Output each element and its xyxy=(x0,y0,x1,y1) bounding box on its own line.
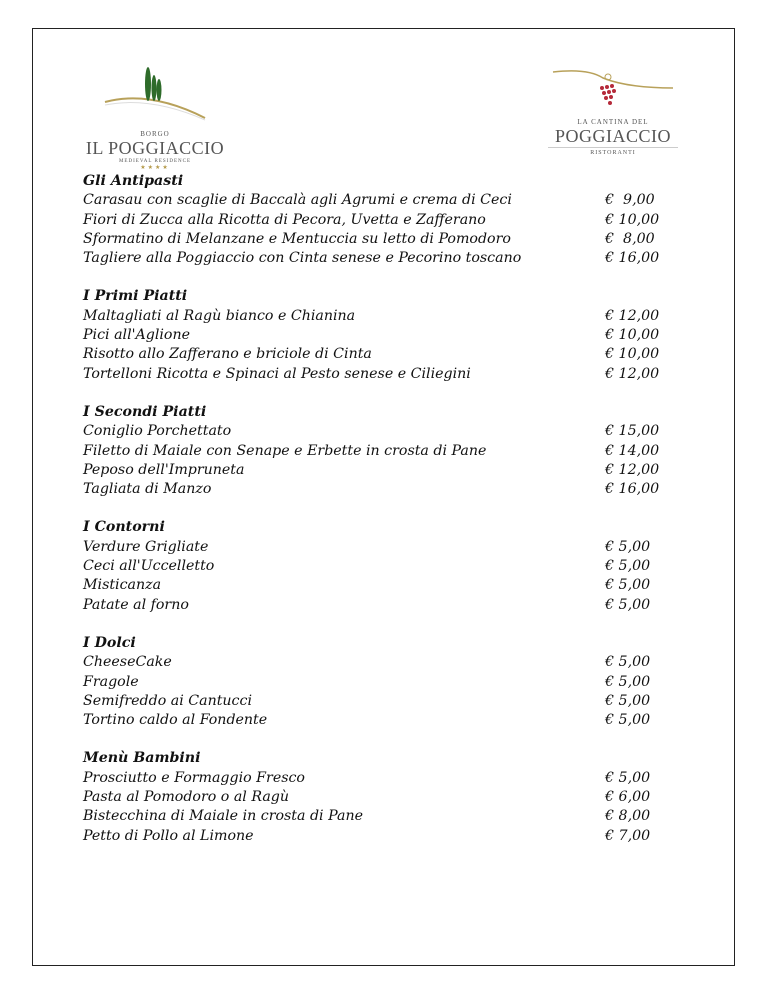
dish-name: Coniglio Porchettato xyxy=(83,423,232,440)
logo-subtitle: MEDIEVAL RESIDENCE xyxy=(118,159,192,164)
dish-name: Pasta al Pomodoro o al Ragù xyxy=(83,789,290,806)
dish-name: Misticanza xyxy=(83,577,162,594)
menu-item xyxy=(83,653,663,672)
dish-name: Prosciutto e Formaggio Fresco xyxy=(83,769,305,786)
logo-title: IL POGGIACCIO xyxy=(85,138,225,158)
dish-price: € 10,00 xyxy=(605,211,660,228)
dish-name: Risotto allo Zafferano e briciole di Cinta xyxy=(83,346,372,363)
dish-name: Semifreddo ai Cantucci xyxy=(83,692,252,709)
menu-item xyxy=(83,211,663,230)
logo-title: POGGIACCIO xyxy=(548,126,678,148)
dish-name: Tortino caldo al Fondente xyxy=(83,712,268,729)
menu-section xyxy=(83,749,663,845)
logo-subtitle: RISTORANTI xyxy=(590,150,636,156)
menu xyxy=(83,172,663,865)
section-title: I Dolci xyxy=(83,634,136,651)
menu-item xyxy=(83,538,663,557)
menu-item xyxy=(83,191,663,210)
dish-name: Fragole xyxy=(83,673,139,690)
logo-text: LA CANTINA DEL xyxy=(577,118,649,126)
dish-name: Verdure Grigliate xyxy=(83,538,209,555)
dish-price: € 5,00 xyxy=(605,558,651,575)
menu-item xyxy=(83,807,663,826)
logo-text: BORGO xyxy=(140,130,170,138)
dish-price: € 14,00 xyxy=(605,442,660,459)
dish-name: CheeseCake xyxy=(83,654,172,671)
menu-item xyxy=(83,345,663,364)
menu-item xyxy=(83,557,663,576)
dish-price: € 9,00 xyxy=(605,192,655,209)
menu-item xyxy=(83,326,663,345)
dish-name: Carasau con scaglie di Baccalà agli Agrumi e crema di Ceci xyxy=(83,192,512,209)
dish-name: Tagliere alla Poggiaccio con Cinta senese e Pecorino toscano xyxy=(83,250,522,267)
dish-name: Filetto di Maiale con Senape e Erbette in crosta di Pane xyxy=(83,442,487,459)
dish-price: € 12,00 xyxy=(605,461,660,478)
cypress-hills-icon xyxy=(100,60,210,125)
dish-name: Ceci all'Uccelletto xyxy=(83,558,215,575)
dish-price: € 10,00 xyxy=(605,327,660,344)
menu-item xyxy=(83,461,663,480)
dish-price: € 6,00 xyxy=(605,789,651,806)
menu-section xyxy=(83,518,663,614)
dish-price: € 5,00 xyxy=(605,577,651,594)
menu-item xyxy=(83,422,663,441)
dish-name: Tagliata di Manzo xyxy=(83,481,212,498)
dish-price: € 5,00 xyxy=(605,673,651,690)
dish-name: Bistecchina di Maiale in crosta di Pane xyxy=(83,808,364,825)
menu-item xyxy=(83,480,663,499)
menu-item xyxy=(83,769,663,788)
dish-price: € 8,00 xyxy=(605,808,651,825)
dish-name: Fiori di Zucca alla Ricotta di Pecora, Uvetta e Zafferano xyxy=(83,211,486,228)
dish-name: Tortelloni Ricotta e Spinaci al Pesto senese e Ciliegini xyxy=(83,365,471,382)
menu-item xyxy=(83,788,663,807)
section-title: I Primi Piatti xyxy=(83,288,188,305)
menu-item xyxy=(83,596,663,615)
dish-price: € 7,00 xyxy=(605,827,651,844)
dish-name: Sformatino di Melanzane e Mentuccia su letto di Pomodoro xyxy=(83,230,511,247)
dish-name: Peposo dell'Impruneta xyxy=(83,461,245,478)
menu-section xyxy=(83,172,663,268)
section-title: I Secondi Piatti xyxy=(83,403,207,420)
dish-price: € 15,00 xyxy=(605,423,660,440)
dish-price: € 5,00 xyxy=(605,596,651,613)
menu-section xyxy=(83,634,663,730)
menu-section xyxy=(83,403,663,499)
menu-item xyxy=(83,249,663,268)
menu-item xyxy=(83,711,663,730)
stars: ★★★★ xyxy=(140,165,170,171)
menu-item xyxy=(83,673,663,692)
grape-vine-icon xyxy=(548,68,678,113)
dish-name: Patate al forno xyxy=(83,596,189,613)
logo-cantina-del-poggiaccio xyxy=(548,68,678,156)
dish-price: € 5,00 xyxy=(605,712,651,729)
section-title: I Contorni xyxy=(83,519,165,536)
dish-price: € 16,00 xyxy=(605,481,660,498)
dish-name: Petto di Pollo al Limone xyxy=(83,827,254,844)
dish-price: € 12,00 xyxy=(605,365,660,382)
dish-price: € 10,00 xyxy=(605,346,660,363)
menu-section xyxy=(83,287,663,383)
dish-name: Maltagliati al Ragù bianco e Chianina xyxy=(83,307,356,324)
dish-name: Pici all'Aglione xyxy=(83,327,190,344)
menu-item xyxy=(83,365,663,384)
dish-price: € 12,00 xyxy=(605,307,660,324)
menu-item xyxy=(83,442,663,461)
menu-item xyxy=(83,576,663,595)
dish-price: € 5,00 xyxy=(605,769,651,786)
dish-price: € 5,00 xyxy=(605,692,651,709)
section-title: Gli Antipasti xyxy=(83,173,184,189)
menu-item xyxy=(83,827,663,846)
dish-price: € 5,00 xyxy=(605,654,651,671)
dish-price: € 5,00 xyxy=(605,538,651,555)
menu-item xyxy=(83,692,663,711)
logo-borgo-il-poggiaccio xyxy=(80,60,230,171)
menu-item xyxy=(83,230,663,249)
dish-price: € 16,00 xyxy=(605,250,660,267)
section-title: Menù Bambini xyxy=(83,750,201,767)
dish-price: € 8,00 xyxy=(605,230,655,247)
menu-item xyxy=(83,307,663,326)
